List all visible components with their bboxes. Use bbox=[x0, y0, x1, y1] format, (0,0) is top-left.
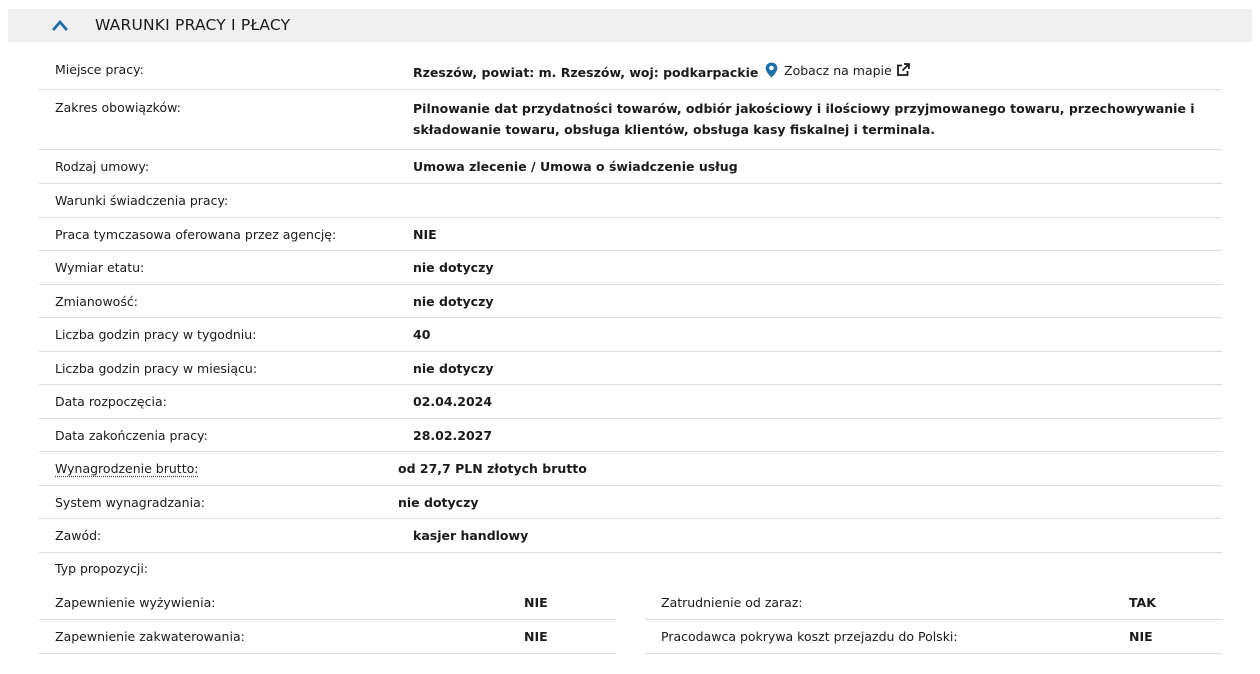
row-end-date bbox=[39, 419, 1222, 452]
details-list bbox=[39, 56, 1222, 585]
row-value: NIE bbox=[524, 595, 548, 610]
row-work-conditions bbox=[39, 184, 1222, 218]
row-label: Wymiar etatu: bbox=[55, 260, 145, 275]
row-label: Data zakończenia pracy: bbox=[55, 428, 208, 443]
row-label: Zapewnienie zakwaterowania: bbox=[55, 629, 245, 644]
row-label: Liczba godzin pracy w tygodniu: bbox=[55, 327, 257, 342]
location-value: Rzeszów, powiat: m. Rzeszów, woj: podkarpackie bbox=[413, 65, 759, 80]
map-pin-icon bbox=[765, 62, 778, 78]
chevron-up-icon bbox=[52, 18, 68, 32]
row-start-date bbox=[39, 385, 1222, 419]
proposal-column-left bbox=[39, 586, 616, 654]
row-contract-type bbox=[39, 150, 1222, 184]
row-label: Typ propozycji: bbox=[55, 561, 149, 576]
external-link-icon bbox=[896, 63, 910, 77]
row-proposal-type bbox=[39, 553, 1222, 585]
row-label: Zakres obowiązków: bbox=[55, 100, 181, 115]
proposal-row-accommodation bbox=[39, 620, 616, 654]
row-label: Zmianowość: bbox=[55, 294, 138, 309]
row-value: 28.02.2027 bbox=[413, 428, 493, 443]
row-value: nie dotyczy bbox=[398, 495, 479, 510]
row-label: Data rozpoczęcia: bbox=[55, 394, 167, 409]
row-label: System wynagradzania: bbox=[55, 495, 205, 510]
row-label: Zatrudnienie od zaraz: bbox=[661, 595, 803, 610]
row-value: 40 bbox=[413, 327, 431, 342]
duties-value: Pilnowanie dat przydatności towarów, odbiór jakościowy i ilościowy przyjmowanego towaru, przechowywanie i składowanie towaru, obsługa klientów, obsługa kasy fiskalnej i terminala. bbox=[413, 101, 1195, 137]
row-pay-system bbox=[39, 486, 1222, 519]
row-label: Miejsce pracy: bbox=[55, 62, 144, 77]
row-value: TAK bbox=[1129, 595, 1156, 610]
row-label: Warunki świadczenia pracy: bbox=[55, 193, 229, 208]
row-salary bbox=[39, 452, 1222, 486]
row-duties bbox=[39, 90, 1222, 150]
row-location bbox=[39, 56, 1222, 90]
row-value: kasjer handlowy bbox=[413, 528, 529, 543]
proposal-row-immediate-hire bbox=[645, 586, 1222, 620]
row-label: Pracodawca pokrywa koszt przejazdu do Polski: bbox=[661, 629, 958, 644]
row-value: NIE bbox=[1129, 629, 1153, 644]
row-working-time bbox=[39, 251, 1222, 285]
row-label: Zapewnienie wyżywienia: bbox=[55, 595, 216, 610]
view-on-map-link[interactable] bbox=[765, 62, 910, 78]
row-label: Liczba godzin pracy w miesiącu: bbox=[55, 361, 258, 376]
row-value: nie dotyczy bbox=[413, 361, 494, 376]
salary-label-tooltip[interactable]: Wynagrodzenie brutto: bbox=[55, 461, 199, 476]
row-value: od 27,7 PLN złotych brutto bbox=[398, 461, 587, 476]
row-value: NIE bbox=[524, 629, 548, 644]
row-value: Umowa zlecenie / Umowa o świadczenie usług bbox=[413, 159, 738, 174]
row-label: Praca tymczasowa oferowana przez agencję: bbox=[55, 227, 337, 242]
row-shifts bbox=[39, 285, 1222, 318]
row-value: nie dotyczy bbox=[413, 260, 494, 275]
row-value: 02.04.2024 bbox=[413, 394, 493, 409]
proposal-row-travel-cost bbox=[645, 620, 1222, 654]
row-value: NIE bbox=[413, 227, 437, 242]
row-label: Zawód: bbox=[55, 528, 102, 543]
row-profession bbox=[39, 519, 1222, 553]
row-label: Rodzaj umowy: bbox=[55, 159, 150, 174]
row-temp-agency bbox=[39, 218, 1222, 251]
proposal-column-right bbox=[645, 586, 1222, 654]
proposal-row-meals bbox=[39, 586, 616, 620]
row-hours-month bbox=[39, 352, 1222, 385]
row-hours-week bbox=[39, 318, 1222, 352]
view-on-map-label: Zobacz na mapie bbox=[784, 62, 892, 78]
row-value: nie dotyczy bbox=[413, 294, 494, 309]
section-title: WARUNKI PRACY I PŁACY bbox=[95, 16, 291, 34]
section-header-toggle[interactable] bbox=[8, 9, 1252, 42]
